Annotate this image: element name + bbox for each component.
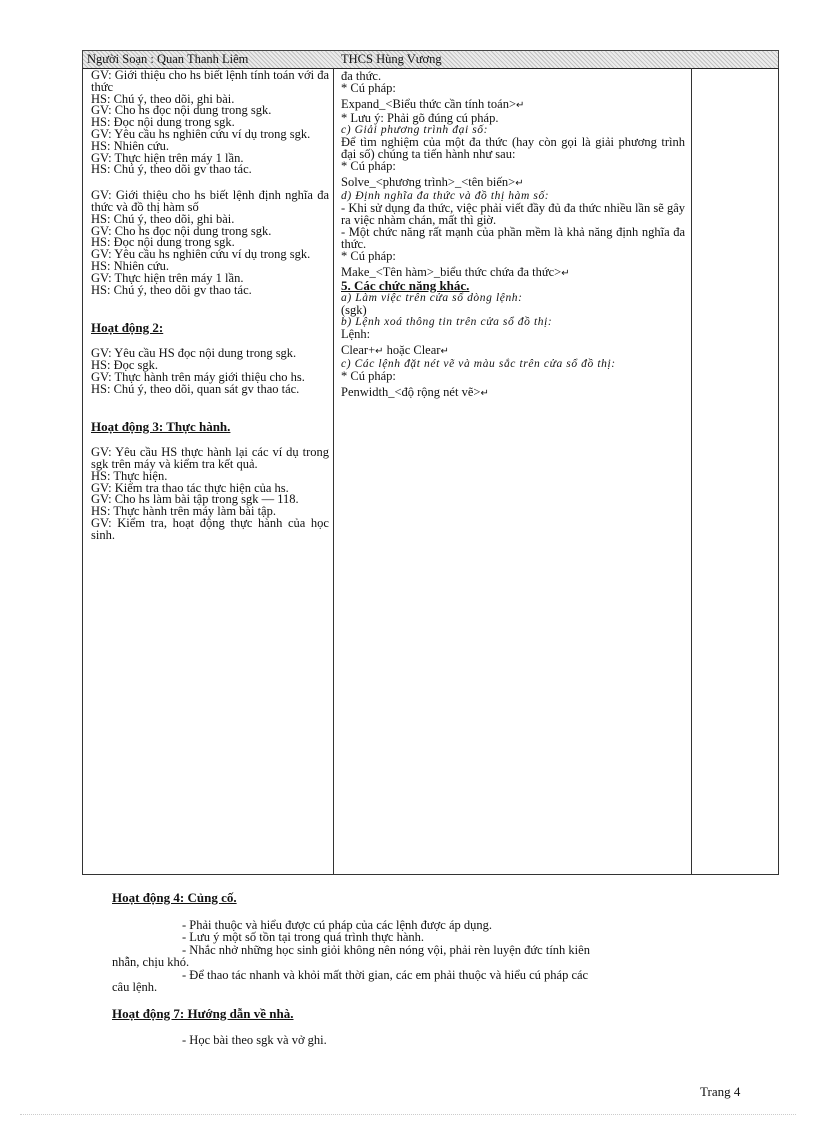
activity-line: GV: Cho hs đọc nội dung trong sgk. [91,223,272,238]
make-command: Make_<Tên hàm>_biểu thức chứa đa thức>↵ [341,265,570,279]
activity-line: HS: Thực hiện. [91,468,168,483]
solve-command: Solve_<phương trình>_<tên biến>↵ [341,175,524,189]
activity-line: GV: Kiểm tra thao tác thực hiện của hs. [91,480,289,495]
enter-key-icon: ↵ [440,346,449,357]
activity-7-heading: Hoạt động 7: Hướng dẫn về nhà. [112,1005,294,1021]
content-column [341,70,685,400]
syntax-label: * Cú pháp: [341,249,396,263]
homework-line: - Học bài theo sgk và vở ghi. [182,1033,327,1047]
activity-line: HS: Chú ý, theo dõi, ghi bài. [91,91,235,106]
consolidation-line: - Để thao tác nhanh và khỏi mất thời gian, các em phải thuộc và hiểu cú pháp các [182,967,589,982]
enter-key-icon: ↵ [480,388,489,399]
activity-line: GV: Yêu cầu HS đọc nội dung trong sgk. [91,346,297,361]
activity-line: GV: Cho hs đọc nội dung trong sgk. [91,103,272,118]
syntax-label: * Cú pháp: [341,159,396,173]
content-line: - Khi sử dụng đa thức, việc phải viết đầy đủ đa thức nhiều lần sẽ gây ra việc nhàm chán, mất thì giờ. [341,201,685,227]
page-number: Trang 4 [700,1084,741,1099]
enter-key-icon: ↵ [375,346,384,357]
expand-command: Expand_<Biểu thức cần tính toán>↵ [341,97,525,111]
section-c2-title: c) Các lệnh đặt nét vẽ và màu sắc trên cửa sổ đồ thị: [341,358,616,370]
column-divider [333,68,334,874]
activity-line: GV: Thực hành trên máy giới thiệu cho hs. [91,369,305,384]
activity-line: HS: Nhiên cứu. [91,258,169,273]
activity-line: GV: Yêu cầu hs nghiên cứu ví dụ trong sgk. [91,247,311,262]
activity-line: HS: Chú ý, theo dõi, quan sát gv thao tác. [91,381,300,396]
activity-line: GV: Thực hiện trên máy 1 lần. [91,270,244,285]
activity-line: GV: Kiểm tra, hoạt động thực hành của học sinh. [91,515,329,542]
enter-key-icon: ↵ [561,268,570,279]
syntax-label: * Cú pháp: [341,369,396,383]
content-line: Để tìm nghiệm của một đa thức (hay còn gọi là giải phương trình đại số) chúng ta tiến hành như sau: [341,135,685,161]
activity-line: HS: Đọc nội dung trong sgk. [91,115,235,130]
section-a-title: a) Làm việc trên cửa sổ dòng lệnh: [341,292,523,304]
activity-line: GV: Thực hiện trên máy 1 lần. [91,150,244,165]
activity-line: GV: Cho hs làm bài tập trong sgk — 118. [91,492,299,507]
content-line: Lệnh: [341,327,371,341]
content-line: đa thức. [341,69,382,83]
consolidation-line: - Lưu ý một số tồn tại trong quá trình thực hành. [182,930,424,944]
enter-key-icon: ↵ [516,100,525,111]
activity-line: GV: Giới thiệu cho hs biết lệnh tính toán với đa thức [91,68,329,94]
column-divider [691,68,692,874]
activity-line: HS: Thực hành trên máy làm bài tập. [91,504,276,519]
page-header [82,50,779,69]
lesson-table [82,68,779,875]
activity-line: HS: Đọc nội dung trong sgk. [91,235,235,250]
enter-key-icon: ↵ [515,178,524,189]
activity-2-heading: Hoạt động 2: [91,320,164,336]
activity-line: HS: Nhiên cứu. [91,138,169,153]
content-line: (sgk) [341,303,367,317]
section-c-title: c) Giải phương trình đại số: [341,124,489,136]
consolidation-line: - Nhắc nhở những học sinh giỏi không nên nóng vội, phải rèn luyện đức tính kiên [182,942,590,957]
syntax-label: * Cú pháp: [341,81,396,95]
page-bottom-border [20,1114,796,1115]
activity-line: HS: Chú ý, theo dõi gv thao tác. [91,282,252,297]
consolidation-line: - Phải thuộc và hiểu được cú pháp của các lệnh được áp dụng. [182,917,492,932]
consolidation-line: nhẫn, chịu khó. [112,955,190,969]
note-line: * Lưu ý: Phải gõ đúng cú pháp. [341,111,499,125]
activity-line: GV: Yêu cầu hs nghiên cứu ví dụ trong sgk. [91,126,311,141]
activity-line: GV: Yêu cầu HS thực hành lại các ví dụ trong sgk trên máy và kiểm tra kết quả. [91,445,329,471]
activity-line: GV: Giới thiệu cho hs biết lệnh định nghĩa đa thức và đồ thị hàm số [91,188,329,214]
activities-column [91,70,329,542]
section-b-title: b) Lệnh xoá thông tin trên cửa sổ đồ thị: [341,316,553,328]
activity-line: HS: Đọc sgk. [91,357,159,372]
header-school: THCS Hùng Vương [341,52,442,66]
penwidth-command: Penwidth_<độ rộng nét vẽ>↵ [341,385,489,399]
consolidation-section [112,892,776,1047]
section-d-title: d) Định nghĩa đa thức và đồ thị hàm số: [341,190,550,202]
content-line: - Một chức năng rất mạnh của phần mềm là khả năng định nghĩa đa thức. [341,225,685,251]
clear-command: Clear+↵ hoặc Clear↵ [341,343,449,357]
activity-3-heading: Hoạt động 3: Thực hành. [91,419,231,435]
header-author: Người Soạn : Quan Thanh Liêm [87,52,249,66]
section-5-heading: 5. Các chức năng khác. [341,278,470,293]
activity-4-heading: Hoạt động 4: Củng cố. [112,890,237,905]
consolidation-line: câu lệnh. [112,980,158,994]
activity-line: HS: Chú ý, theo dõi, ghi bài. [91,211,235,226]
activity-line: HS: Chú ý, theo dõi gv thao tác. [91,162,252,177]
